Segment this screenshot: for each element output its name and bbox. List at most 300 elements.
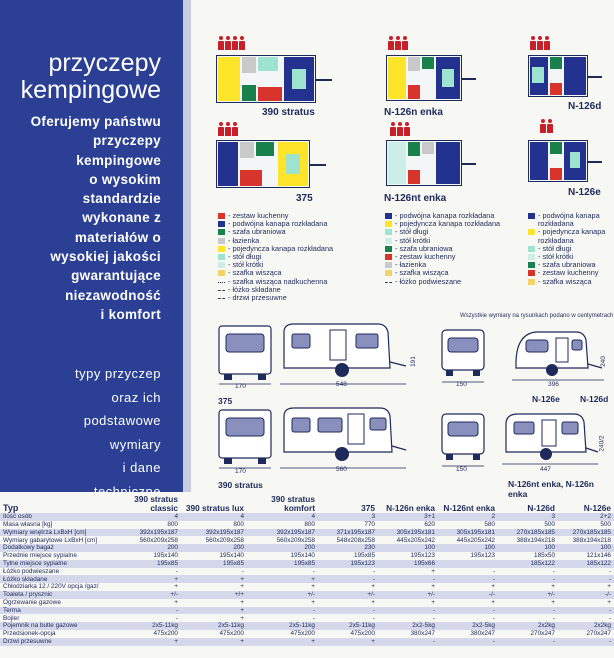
table-cell: +: [498, 599, 558, 607]
table-cell: +: [247, 575, 318, 583]
legend-swatch: [218, 213, 225, 219]
table-cell: +: [558, 583, 614, 591]
table-cell: -: [498, 568, 558, 576]
table-cell: +: [114, 583, 181, 591]
table-cell: +: [181, 614, 247, 622]
legend-swatch: [385, 213, 392, 219]
legend-text: - zestaw kuchenny: [538, 268, 599, 278]
types-text: [75, 362, 161, 503]
table-row: [0, 544, 614, 552]
column-header: 390 stratus classic: [134, 494, 178, 513]
table-cell: 475x200: [114, 630, 181, 638]
table-cell: -: [558, 607, 614, 615]
legend-text: - pojedyncza kanapa rozkładana: [228, 243, 334, 253]
row-label: Ilość osób: [0, 513, 114, 521]
table-cell: +/-: [498, 591, 558, 599]
table-cell: 548x208x258: [318, 536, 378, 544]
table-cell: +: [181, 583, 247, 591]
panel-stripe: [183, 0, 191, 492]
legend-text: - szafka wisząca: [395, 268, 449, 278]
column-header: N-126nt enka: [443, 503, 495, 513]
table-cell: -: [558, 638, 614, 646]
types-line: wymiary: [109, 436, 161, 452]
table-cell: +/+: [181, 591, 247, 599]
caravan-n126e-side-view: [510, 328, 606, 384]
dimension-label: 548: [336, 381, 347, 388]
table-cell: -: [558, 614, 614, 622]
table-cell: 2x2kg: [498, 622, 558, 630]
table-cell: [438, 560, 498, 568]
column-header: 375: [361, 503, 375, 513]
intro-line: wysokiej jakości: [50, 249, 161, 265]
legend-swatch: [218, 262, 225, 268]
title-line: kempingowe: [20, 76, 161, 104]
table-header: [0, 494, 614, 513]
table-cell: 2x5-11kg: [114, 622, 181, 630]
legend-item: [218, 294, 378, 302]
table-cell: -: [438, 638, 498, 646]
legend-swatch: [218, 282, 225, 283]
drawing-label: 390 stratus: [218, 480, 263, 490]
drawing-label: N-126e: [532, 394, 560, 404]
row-label: Przedsionek-opcja: [0, 630, 114, 638]
dimension-label: 240: [599, 356, 607, 367]
table-cell: 200: [181, 544, 247, 552]
legend-swatch: [528, 213, 535, 219]
caravan-375-side-view: [278, 320, 408, 388]
table-cell: 195x85: [318, 552, 378, 560]
legend-swatch: [218, 290, 225, 291]
row-label: Przednie miejsce sypialne: [0, 552, 114, 560]
table-cell: 270x185x185: [558, 529, 614, 537]
legend-text: - szafka wisząca nadkuchenna: [228, 276, 328, 286]
table-cell: -: [247, 614, 318, 622]
dimension-label: 150: [456, 466, 467, 473]
legend-text: - stół krótki: [538, 252, 574, 262]
table-row: [0, 607, 614, 615]
table-row: [0, 599, 614, 607]
table-cell: 200: [247, 544, 318, 552]
table-cell: 195x123: [318, 560, 378, 568]
table-row: [0, 575, 614, 583]
table-cell: +: [114, 599, 181, 607]
table-cell: 305x195x181: [438, 529, 498, 537]
table-cell: 2x5-11kg: [181, 622, 247, 630]
row-label: Terma: [0, 607, 114, 615]
table-cell: +/-: [247, 591, 318, 599]
row-label: Łóżko składane: [0, 575, 114, 583]
dimension-label: 560: [336, 466, 347, 473]
table-row: [0, 638, 614, 646]
table-cell: +: [318, 638, 378, 646]
table-cell: 800: [114, 521, 181, 529]
table-row: [0, 552, 614, 560]
table-cell: 2x5-11kg: [247, 622, 318, 630]
persons-icon: [218, 36, 245, 50]
persons-icon: [390, 122, 410, 136]
legend-text: - stół krótki: [395, 235, 431, 245]
table-cell: +: [438, 583, 498, 591]
table-cell: 371x195x187: [318, 529, 378, 537]
column-header: 390 stratus lux: [185, 503, 244, 513]
intro-line: przyczepy: [93, 133, 161, 149]
table-cell: 2x2-5kg: [438, 622, 498, 630]
caravan-390-side-view: [278, 404, 408, 472]
table-cell: 4: [247, 513, 318, 521]
legend-text: - podwójna kanapa rozkładana: [395, 211, 495, 220]
legend-right: [528, 212, 614, 286]
intro-line: niezawodność: [65, 287, 161, 303]
table-cell: 392x195x187: [114, 529, 181, 537]
legend-swatch: [528, 270, 535, 276]
table-row: [0, 591, 614, 599]
table-cell: -: [114, 568, 181, 576]
table-cell: 195x123: [438, 552, 498, 560]
row-label: Ogrzewanie gazowe: [0, 599, 114, 607]
row-label: Tylne miejsce sypialne: [0, 560, 114, 568]
legend-text: - podwójna kanapa rozkładana: [538, 211, 600, 229]
table-cell: 3: [498, 513, 558, 521]
caravan-n126nt-side-view: [500, 410, 600, 468]
plan-label: N-126d: [568, 101, 602, 112]
table-cell: -: [438, 607, 498, 615]
table-cell: 230: [318, 544, 378, 552]
row-label: Pojemnik na butle gazowe: [0, 622, 114, 630]
plan-label: N-126e: [568, 187, 601, 198]
table-cell: 392x195x187: [181, 529, 247, 537]
intro-line: i komfort: [100, 306, 161, 322]
table-row: [0, 529, 614, 537]
table-cell: -: [378, 575, 438, 583]
table-cell: 270x185x185: [498, 529, 558, 537]
table-cell: +: [114, 638, 181, 646]
row-label: Wymiary wnętrza LxBxH [cm]: [0, 529, 114, 537]
legend-swatch: [218, 238, 225, 244]
intro-line: o wysokim: [89, 171, 161, 187]
table-cell: -: [114, 607, 181, 615]
table-cell: 560x209x258: [181, 536, 247, 544]
legend-swatch: [218, 270, 225, 276]
table-cell: 305x195x181: [378, 529, 438, 537]
types-line: techniczne: [93, 483, 161, 499]
table-cell: 2: [438, 513, 498, 521]
table-cell: +: [378, 583, 438, 591]
legend-swatch: [385, 254, 392, 260]
table-cell: -: [318, 614, 378, 622]
table-cell: 195x85: [247, 560, 318, 568]
table-cell: -/-: [438, 591, 498, 599]
caravan-n126nt-front-view: [438, 412, 488, 468]
legend-swatch: [385, 246, 392, 252]
table-cell: 800: [181, 521, 247, 529]
table-row: [0, 536, 614, 544]
table-cell: 3+1: [378, 513, 438, 521]
table-row: [0, 568, 614, 576]
legend-text: - szafa ubraniowa: [395, 243, 453, 253]
plan-label: N-126n enka: [384, 107, 443, 118]
table-cell: 388x194x218: [558, 536, 614, 544]
legend-swatch: [218, 298, 225, 299]
legend-swatch: [385, 262, 392, 268]
dimension-label: 447: [540, 466, 551, 473]
table-cell: 195x140: [181, 552, 247, 560]
table-cell: +: [438, 599, 498, 607]
table-cell: 770: [318, 521, 378, 529]
table-cell: +: [247, 599, 318, 607]
legend-text: - stół krótki: [228, 260, 264, 270]
row-label: Drzwi przesuwne: [0, 638, 114, 646]
legend-swatch: [218, 229, 225, 235]
dimension-label: 240/2: [598, 435, 606, 452]
legend-mid: [385, 212, 515, 286]
table-cell: +: [181, 607, 247, 615]
legend-swatch: [528, 246, 535, 252]
column-header: N-126e: [583, 503, 611, 513]
table-cell: -: [378, 607, 438, 615]
legend-swatch: [528, 254, 535, 260]
persons-icon: [218, 122, 238, 136]
table-cell: -: [558, 575, 614, 583]
table-cell: 185x50: [498, 552, 558, 560]
table-cell: +: [181, 638, 247, 646]
table-row: [0, 583, 614, 591]
legend-text: - szafka wisząca: [538, 276, 592, 286]
table-cell: 4: [114, 513, 181, 521]
table-cell: 500: [498, 521, 558, 529]
types-line: typy przyczep: [75, 366, 161, 381]
table-cell: 270x247: [498, 630, 558, 638]
table-cell: 270x247: [558, 630, 614, 638]
types-line: podstawowe: [83, 413, 161, 428]
legend-text: - pojedyncza kanapa rozkładana: [538, 227, 606, 245]
legend-text: - szafka wisząca: [228, 268, 282, 278]
table-cell: 500: [558, 521, 614, 529]
legend-swatch: [385, 221, 392, 227]
drawing-label: N-126d: [580, 394, 609, 404]
legend-swatch: [528, 279, 535, 285]
column-header: N-126n enka: [386, 503, 435, 513]
intro-line: standardzie: [82, 191, 161, 207]
legend-item: [528, 228, 614, 244]
table-cell: -: [498, 638, 558, 646]
table-cell: 195x140: [114, 552, 181, 560]
table-cell: 185x122: [498, 560, 558, 568]
legend-text: - szafa ubraniowa: [228, 227, 286, 237]
table-cell: -: [247, 568, 318, 576]
table-cell: +: [181, 599, 247, 607]
table-cell: 195x85: [181, 560, 247, 568]
table-cell: +: [247, 638, 318, 646]
table-cell: +/-: [318, 591, 378, 599]
table-cell: 392x195x187: [247, 529, 318, 537]
intro-line: wykonane z: [82, 210, 161, 226]
table-row: [0, 513, 614, 521]
legend-item: [528, 212, 614, 228]
dimension-label: 396: [548, 381, 559, 388]
table-cell: -: [318, 607, 378, 615]
intro-panel: [0, 0, 183, 499]
plan-label: 390 stratus: [262, 107, 315, 118]
legend-text: - zestaw kuchenny: [395, 252, 456, 262]
table-row: [0, 622, 614, 630]
table-cell: 2+2: [558, 513, 614, 521]
table-cell: 560x209x258: [114, 536, 181, 544]
table-cell: +: [558, 599, 614, 607]
types-line: oraz ich: [111, 389, 161, 405]
table-cell: -: [498, 575, 558, 583]
table-cell: 445x205x242: [438, 536, 498, 544]
table-cell: -: [498, 614, 558, 622]
table-cell: +/-: [114, 591, 181, 599]
table-cell: 2x5-11kg: [318, 622, 378, 630]
table-cell: 560x209x258: [247, 536, 318, 544]
legend-left: [218, 212, 378, 302]
table-cell: 100: [498, 544, 558, 552]
table-cell: 100: [558, 544, 614, 552]
column-header: N-126d: [527, 503, 555, 513]
persons-icon: [388, 36, 408, 50]
dimension-label: 191: [409, 356, 417, 367]
table-cell: 2x2kg: [558, 622, 614, 630]
table-cell: 200: [114, 544, 181, 552]
drawing-label: 375: [218, 396, 233, 406]
caravan-390-front-view: [216, 408, 274, 470]
table-cell: +: [114, 575, 181, 583]
legend-swatch: [528, 262, 535, 268]
legend-text: - pojedyncza kanapa rozkładana: [395, 219, 501, 229]
legend-text: - łazienka: [395, 260, 427, 270]
legend-text: - podwójna kanapa rozkładana: [228, 219, 328, 229]
legend-swatch: [528, 229, 535, 235]
table-cell: -: [378, 614, 438, 622]
table-cell: -: [318, 575, 378, 583]
intro-text: [31, 112, 161, 324]
table-cell: 445x205x242: [378, 536, 438, 544]
page-title: [21, 50, 161, 104]
column-header: 390 stratus komfort: [271, 494, 315, 513]
table-cell: 620: [378, 521, 438, 529]
legend-text: - stół długi: [538, 243, 572, 253]
table-cell: +: [378, 568, 438, 576]
table-cell: 195x85: [114, 560, 181, 568]
table-cell: -: [438, 568, 498, 576]
table-cell: 800: [247, 521, 318, 529]
table-cell: 580: [438, 521, 498, 529]
table-cell: +: [181, 575, 247, 583]
legend-swatch: [385, 270, 392, 276]
row-label: Chłodziarka 12 / 220V opcja /gaz/: [0, 583, 114, 591]
persons-icon: [540, 119, 553, 133]
dimension-label: 150: [456, 381, 467, 388]
legend-text: - stół długi: [395, 227, 429, 237]
legend-swatch: [218, 254, 225, 260]
table-cell: 2x2-5kg: [378, 622, 438, 630]
legend-text: - łazienka: [228, 235, 260, 245]
row-label: Bojler: [0, 614, 114, 622]
legend-text: - łóżko podwieszane: [395, 276, 462, 286]
legend-text: - stół długi: [228, 252, 262, 262]
table-cell: 475x200: [318, 630, 378, 638]
table-row: [0, 630, 614, 638]
types-line: i dane: [122, 460, 161, 475]
table-cell: -: [247, 607, 318, 615]
table-cell: 475x200: [181, 630, 247, 638]
table-row: [0, 560, 614, 568]
table-cell: 380x247: [438, 630, 498, 638]
table-cell: +: [247, 583, 318, 591]
table-cell: 3: [318, 513, 378, 521]
table-cell: -/-: [558, 591, 614, 599]
intro-line: kempingowe: [76, 152, 161, 168]
table-cell: 195x123: [378, 552, 438, 560]
dimensions-note: Wszystkie wymiary na rysunkach podano w centymetrach: [460, 313, 614, 319]
plan-label: N-126nt enka: [384, 193, 447, 204]
dimension-label: 170: [235, 383, 246, 390]
row-label: Dodatkowy bagaż: [0, 544, 114, 552]
table-cell: 4: [181, 513, 247, 521]
table-cell: 100: [438, 544, 498, 552]
table-cell: 475x200: [247, 630, 318, 638]
title-line: przyczepy: [48, 49, 161, 77]
table-cell: -: [498, 607, 558, 615]
table-cell: 388x194x218: [498, 536, 558, 544]
row-label: Łóżko podwieszane: [0, 568, 114, 576]
legend-swatch: [385, 229, 392, 235]
drawing-label: N-126nt enka, N-126n enka: [508, 479, 594, 499]
intro-line: gwarantujące: [71, 268, 161, 284]
table-cell: -: [438, 575, 498, 583]
caravan-n126e-front-view: [438, 328, 488, 384]
legend-item: [528, 278, 614, 286]
legend-text: - drzwi przesuwne: [228, 293, 287, 303]
legend-item: [385, 278, 515, 286]
table-cell: -: [318, 568, 378, 576]
legend-text: - zestaw kuchenny: [228, 211, 289, 220]
plan-label: 375: [296, 193, 313, 204]
table-cell: +: [378, 599, 438, 607]
legend-text: - szafa ubraniowa: [538, 260, 596, 270]
row-label: Wymiary gabarytowe LxBxH [cm]: [0, 536, 114, 544]
table-cell: 195x140: [247, 552, 318, 560]
intro-line: Oferujemy państwu: [30, 114, 161, 129]
intro-line: materiałów o: [74, 229, 161, 245]
table-cell: +: [318, 599, 378, 607]
table-row: [0, 614, 614, 622]
table-cell: +: [318, 583, 378, 591]
table-cell: -: [378, 638, 438, 646]
table-cell: -: [181, 568, 247, 576]
legend-text: - łóżko składane: [228, 284, 281, 294]
legend-swatch: [218, 221, 225, 227]
table-cell: 185x122: [558, 560, 614, 568]
dimension-label: 170: [235, 468, 246, 475]
legend-swatch: [385, 238, 392, 244]
table-cell: +: [498, 583, 558, 591]
table-cell: -: [114, 614, 181, 622]
specifications-table: [0, 494, 614, 646]
table-cell: -: [438, 614, 498, 622]
table-cell: 100: [378, 544, 438, 552]
row-label: Masa własna [kg]: [0, 521, 114, 529]
table-cell: -: [558, 568, 614, 576]
legend-swatch: [218, 246, 225, 252]
table-cell: 195x66: [378, 560, 438, 568]
table-cell: 380x247: [378, 630, 438, 638]
legend-swatch: [385, 282, 392, 283]
table-corner: Typ: [3, 503, 19, 513]
caravan-375-front-view: [216, 324, 274, 386]
table-row: [0, 521, 614, 529]
